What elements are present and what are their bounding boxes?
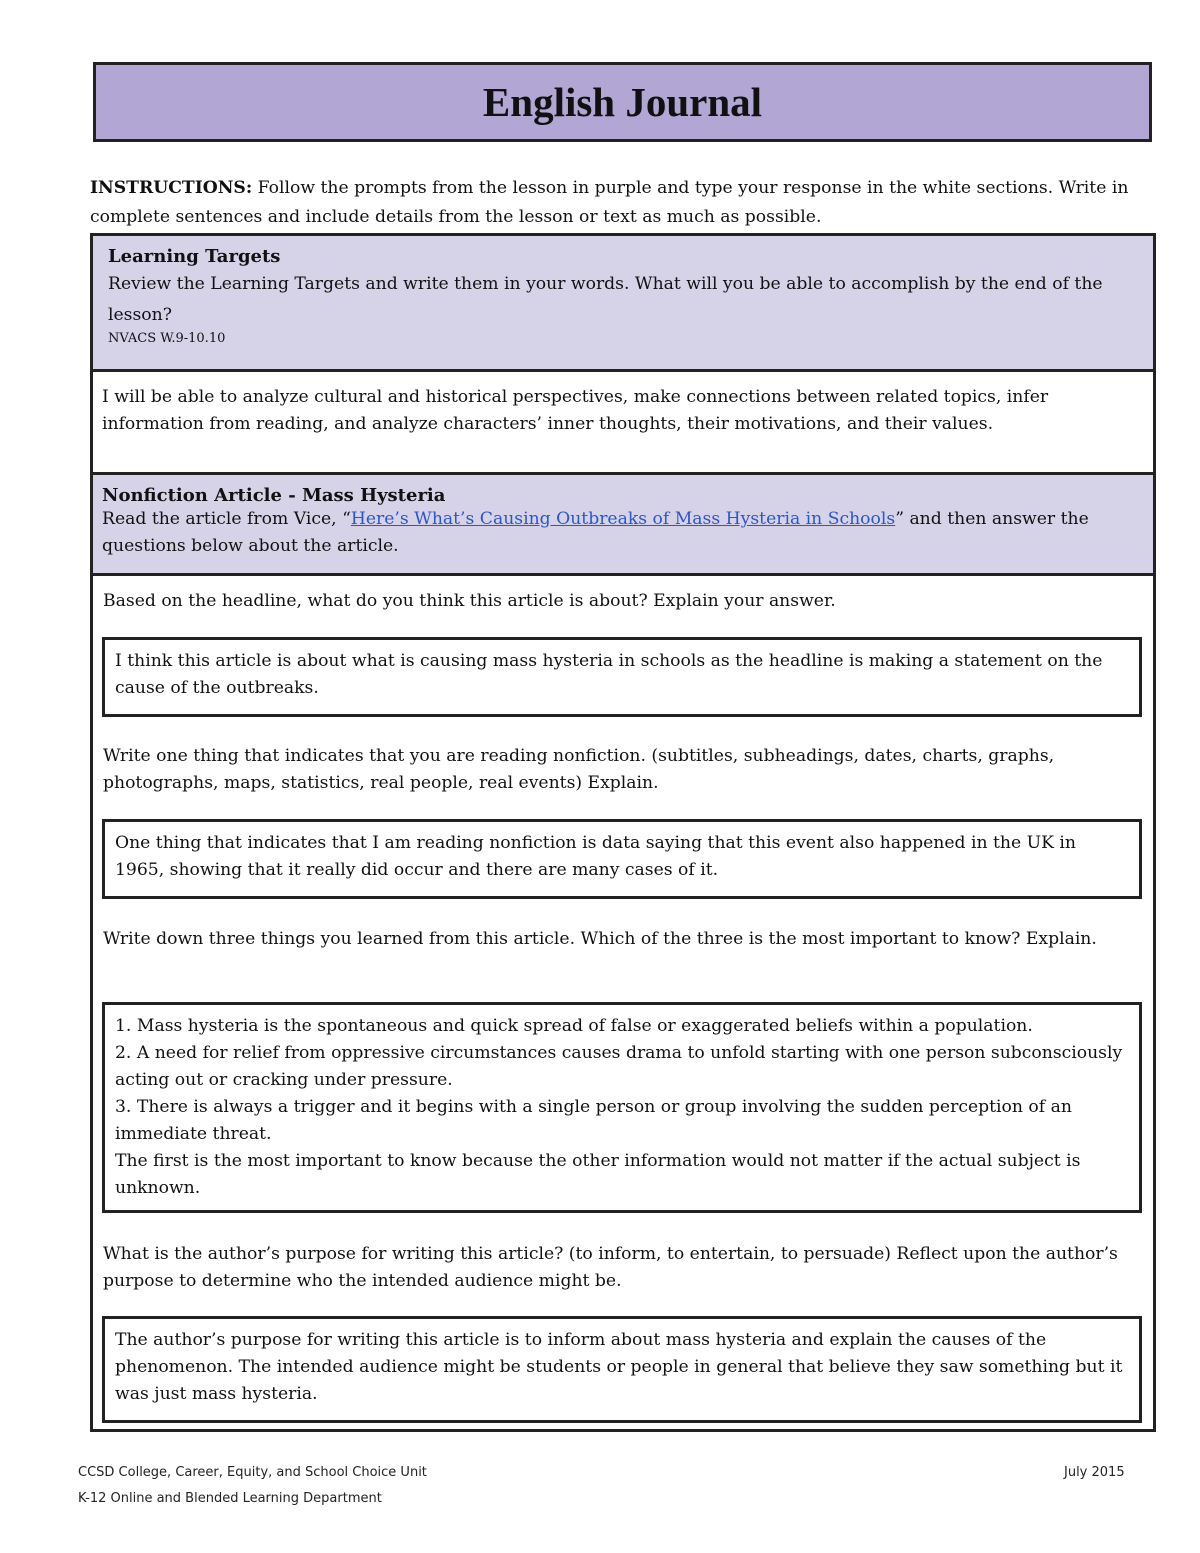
answer-line: The first is the most important to know because the other information would not matter if the actual subject is unknown. [115,1151,1081,1198]
article-link[interactable]: Here’s What’s Causing Outbreaks of Mass Hysteria in Schools [350,509,896,529]
article-prompt-after: ” and then answer the questions below about the article. [102,509,1089,556]
article-heading: Nonfiction Article - Mass Hysteria [102,485,446,506]
learning-targets-heading: Learning Targets [108,246,281,267]
answer-line: 2. A need for relief from oppressive circumstances causes drama to unfold starting with one person subconsciously acting out or cracking under pressure. [115,1043,1123,1090]
divider [93,573,1153,576]
question-3-prompt: Write down three things you learned from this article. Which of the three is the most important to know? Explain. [103,929,1097,949]
question-3-answer[interactable] [102,1002,1142,1213]
answer-line: 3. There is always a trigger and it begins with a single person or group involving the sudden perception of an immediate threat. [115,1097,1072,1144]
footer-department: K-12 Online and Blended Learning Department [78,1491,382,1506]
instructions-label: INSTRUCTIONS: [90,178,253,198]
journal-table [90,233,1156,1432]
question-2-prompt: Write one thing that indicates that you are reading nonfiction. (subtitles, subheadings, dates, charts, graphs, photographs, maps, statistics, real people, real events) Explain. [103,746,1055,793]
title-banner [93,62,1152,142]
article-section [93,475,1153,574]
question-1-prompt: Based on the headline, what do you think this article is about? Explain your answer. [103,591,836,611]
learning-targets-response-section[interactable] [93,372,1153,472]
learning-targets-section [93,236,1153,371]
question-1-answer[interactable]: I think this article is about what is causing mass hysteria in schools as the headline is making a statement on the cause of the outbreaks. [102,637,1142,717]
footer-unit: CCSD College, Career, Equity, and School Choice Unit [78,1465,427,1480]
article-prompt [102,506,1133,560]
instructions-text: Follow the prompts from the lesson in purple and type your response in the white sections. Write in complete sentences and include details from the lesson or text as much as possible. [90,178,1129,227]
answer-line: 1. Mass hysteria is the spontaneous and quick spread of false or exaggerated beliefs within a population. [115,1016,1033,1036]
question-4-prompt: What is the author’s purpose for writing this article? (to inform, to entertain, to persuade) Reflect upon the author’s purpose to determine who the intended audience might be. [103,1244,1118,1291]
page-title: English Journal [482,79,763,125]
question-2-answer[interactable]: One thing that indicates that I am reading nonfiction is data saying that this event also happened in the UK in 1965, showing that it really did occur and there are many cases of it. [102,819,1142,899]
learning-targets-response[interactable]: I will be able to analyze cultural and historical perspectives, make connections between related topics, infer information from reading, and analyze characters’ inner thoughts, their motivations, and their values. [102,387,1049,434]
instructions [90,174,1170,232]
footer-date: July 2015 [1064,1465,1125,1480]
question-4-answer[interactable]: The author’s purpose for writing this article is to inform about mass hysteria and explain the causes of the phenomenon. The intended audience might be students or people in general that believe they saw something but it was just mass hysteria. [102,1316,1142,1423]
learning-targets-prompt: Review the Learning Targets and write them in your words. What will you be able to accomplish by the end of the lesson? [108,274,1103,325]
standard-code: NVACS W.9-10.10 [108,331,226,346]
article-prompt-before: Read the article from Vice, “ [102,509,351,529]
